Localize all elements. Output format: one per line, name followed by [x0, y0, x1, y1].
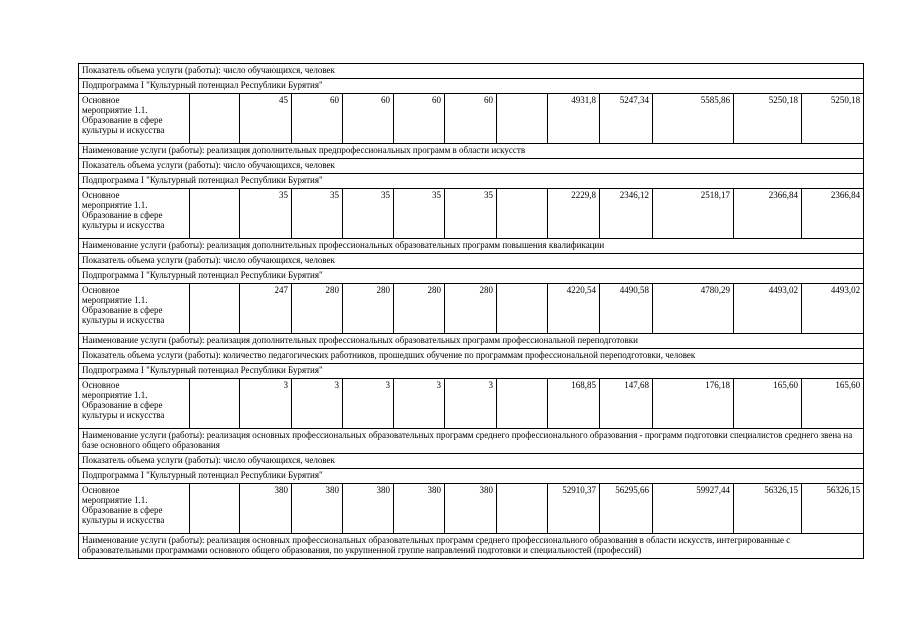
- volume-indicator-row: [79, 454, 864, 469]
- subprogram-title-row: [79, 364, 864, 379]
- finance-value: 4931,8: [548, 94, 600, 144]
- volume-value: 280: [445, 284, 497, 334]
- volume-value: 60: [445, 94, 497, 144]
- volume-value: 3: [394, 379, 445, 429]
- activity-name: Основное мероприятие 1.1. Образование в сфере культуры и искусства: [79, 284, 190, 334]
- subprogram-title: Подпрограмма I "Культурный потенциал Республики Бурятия": [79, 469, 864, 484]
- service-name-row: [79, 534, 864, 559]
- volume-indicator: Показатель объема услуги (работы): количество педагогических работников, прошедших обучение по программам профессиональной переподготовки, человек: [79, 349, 864, 364]
- subprogram-title: Подпрограмма I "Культурный потенциал Республики Бурятия": [79, 174, 864, 189]
- subprogram-title-row: [79, 469, 864, 484]
- subprogram-title-row: [79, 269, 864, 284]
- finance-value: 4780,29: [653, 284, 734, 334]
- finance-value: 147,68: [600, 379, 653, 429]
- finance-value: 2366,84: [802, 189, 864, 239]
- volume-indicator: Показатель объема услуги (работы): число обучающихся, человек: [79, 64, 864, 79]
- finance-value: 176,18: [653, 379, 734, 429]
- activity-data-row: [79, 379, 864, 429]
- volume-value: 35: [394, 189, 445, 239]
- finance-value: 52910,37: [548, 484, 600, 534]
- volume-value: 380: [292, 484, 343, 534]
- volume-value: 380: [394, 484, 445, 534]
- empty-cell: [497, 189, 548, 239]
- finance-value: 2346,12: [600, 189, 653, 239]
- service-name-row: [79, 144, 864, 159]
- volume-value: 247: [240, 284, 292, 334]
- service-name: Наименование услуги (работы): реализация основных профессиональных образовательных программ среднего профессионального образования в области искусств, интегрированные с образовательными программами основного общего образования, по укрупненной группе направлений подготовки и специальностей (профессий): [79, 534, 864, 559]
- activity-data-row: [79, 94, 864, 144]
- empty-cell: [190, 484, 240, 534]
- subprogram-title: Подпрограмма I "Культурный потенциал Республики Бурятия": [79, 269, 864, 284]
- finance-value: 165,60: [734, 379, 802, 429]
- volume-value: 3: [343, 379, 394, 429]
- service-name-row: [79, 239, 864, 254]
- activity-name: Основное мероприятие 1.1. Образование в сфере культуры и искусства: [79, 484, 190, 534]
- empty-cell: [497, 379, 548, 429]
- volume-indicator-row: [79, 349, 864, 364]
- volume-indicator-row: [79, 64, 864, 79]
- finance-value: 56295,66: [600, 484, 653, 534]
- activity-name: Основное мероприятие 1.1. Образование в сфере культуры и искусства: [79, 189, 190, 239]
- finance-value: 59927,44: [653, 484, 734, 534]
- empty-cell: [190, 379, 240, 429]
- empty-cell: [497, 284, 548, 334]
- finance-value: 2229,8: [548, 189, 600, 239]
- service-name: Наименование услуги (работы): реализация дополнительных профессиональных образовательных программ профессиональной переподготовки: [79, 334, 864, 349]
- activity-data-row: [79, 189, 864, 239]
- finance-value: 5250,18: [802, 94, 864, 144]
- finance-value: 165,60: [802, 379, 864, 429]
- services-table: [78, 63, 864, 559]
- volume-value: 35: [292, 189, 343, 239]
- volume-value: 3: [445, 379, 497, 429]
- volume-value: 280: [394, 284, 445, 334]
- finance-value: 56326,15: [734, 484, 802, 534]
- volume-indicator-row: [79, 159, 864, 174]
- volume-value: 35: [240, 189, 292, 239]
- finance-value: 5247,34: [600, 94, 653, 144]
- activity-name: Основное мероприятие 1.1. Образование в сфере культуры и искусства: [79, 379, 190, 429]
- activity-data-row: [79, 284, 864, 334]
- finance-value: 4220,54: [548, 284, 600, 334]
- volume-value: 3: [240, 379, 292, 429]
- empty-cell: [190, 189, 240, 239]
- volume-indicator: Показатель объема услуги (работы): число обучающихся, человек: [79, 254, 864, 269]
- service-name-row: [79, 429, 864, 454]
- finance-value: 5250,18: [734, 94, 802, 144]
- volume-value: 280: [343, 284, 394, 334]
- service-name: Наименование услуги (работы): реализация дополнительных предпрофессиональных программ в области искусств: [79, 144, 864, 159]
- volume-indicator-row: [79, 254, 864, 269]
- activity-data-row: [79, 484, 864, 534]
- volume-value: 60: [292, 94, 343, 144]
- finance-value: 2366,84: [734, 189, 802, 239]
- volume-value: 3: [292, 379, 343, 429]
- subprogram-title-row: [79, 174, 864, 189]
- volume-value: 35: [445, 189, 497, 239]
- volume-value: 35: [343, 189, 394, 239]
- finance-value: 2518,17: [653, 189, 734, 239]
- finance-value: 56326,15: [802, 484, 864, 534]
- volume-value: 60: [394, 94, 445, 144]
- finance-value: 4493,02: [802, 284, 864, 334]
- finance-value: 168,85: [548, 379, 600, 429]
- empty-cell: [497, 484, 548, 534]
- volume-indicator: Показатель объема услуги (работы): число обучающихся, человек: [79, 159, 864, 174]
- service-name-row: [79, 334, 864, 349]
- volume-value: 380: [240, 484, 292, 534]
- empty-cell: [190, 284, 240, 334]
- volume-value: 380: [343, 484, 394, 534]
- service-name: Наименование услуги (работы): реализация дополнительных профессиональных образовательных программ повышения квалификации: [79, 239, 864, 254]
- volume-value: 380: [445, 484, 497, 534]
- volume-value: 60: [343, 94, 394, 144]
- activity-name: Основное мероприятие 1.1. Образование в сфере культуры и искусства: [79, 94, 190, 144]
- finance-value: 5585,86: [653, 94, 734, 144]
- service-name: Наименование услуги (работы): реализация основных профессиональных образовательных программ среднего профессионального образования - программ подготовки специалистов среднего звена на базе основного общего образования: [79, 429, 864, 454]
- finance-value: 4493,02: [734, 284, 802, 334]
- subprogram-title: Подпрограмма I "Культурный потенциал Республики Бурятия": [79, 79, 864, 94]
- empty-cell: [190, 94, 240, 144]
- subprogram-title-row: [79, 79, 864, 94]
- volume-value: 280: [292, 284, 343, 334]
- subprogram-title: Подпрограмма I "Культурный потенциал Республики Бурятия": [79, 364, 864, 379]
- empty-cell: [497, 94, 548, 144]
- volume-value: 45: [240, 94, 292, 144]
- volume-indicator: Показатель объема услуги (работы): число обучающихся, человек: [79, 454, 864, 469]
- finance-value: 4490,58: [600, 284, 653, 334]
